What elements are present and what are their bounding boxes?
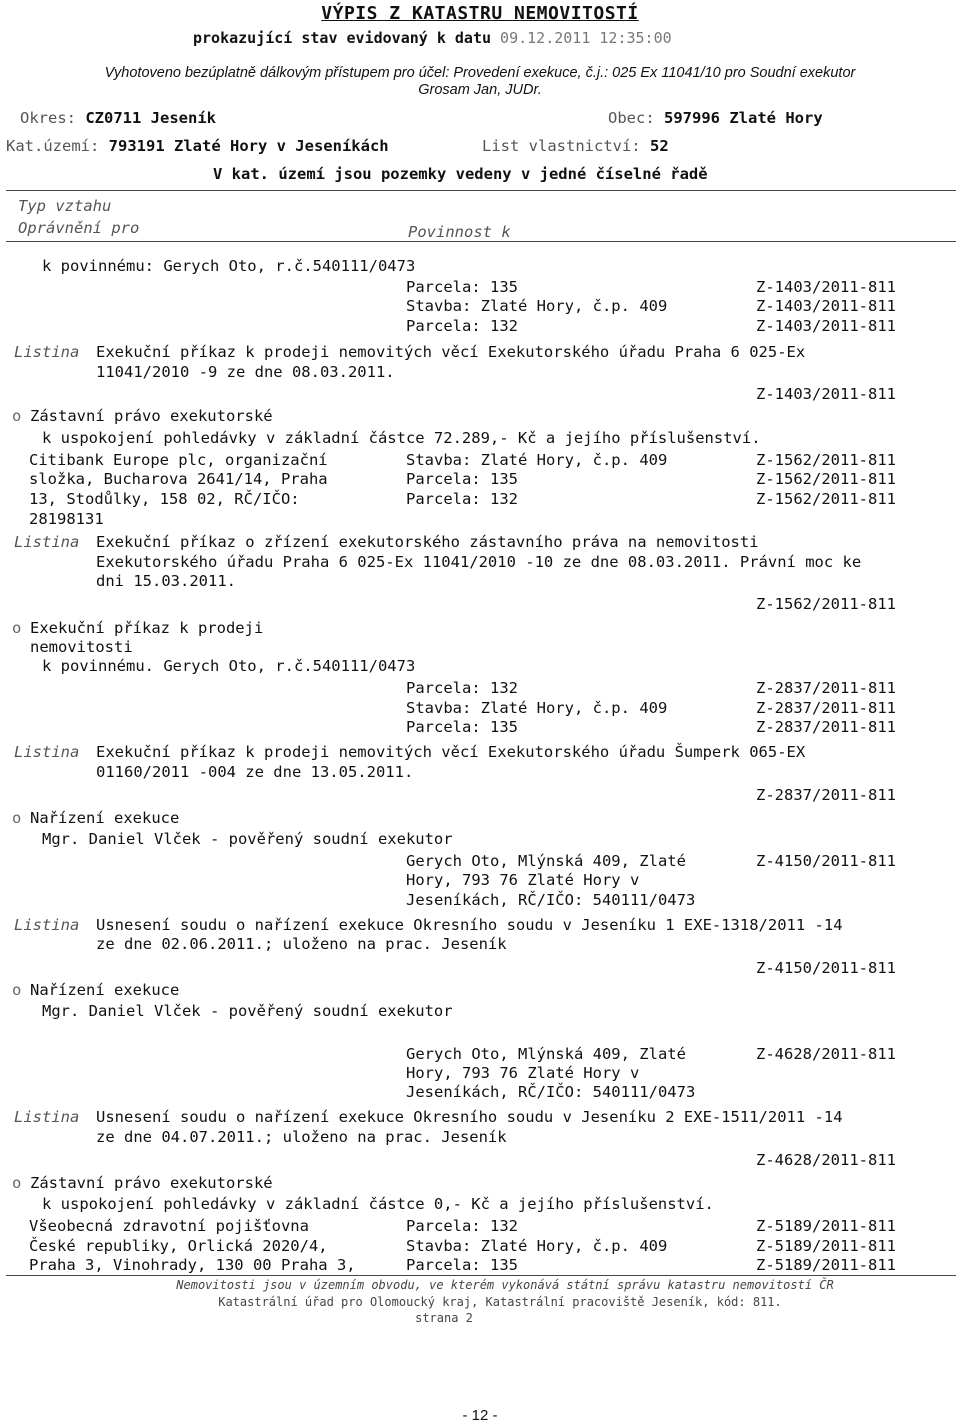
s6-parcel-1-z: Z-5189/2011-811: [756, 1217, 896, 1235]
s3-parcel-2-z: Z-2837/2011-811: [756, 718, 896, 736]
s3-z: Z-2837/2011-811: [756, 786, 896, 804]
s2-bullet: o: [12, 407, 22, 425]
document-title: VÝPIS Z KATASTRU NEMOVITOSTÍ: [321, 3, 639, 24]
s3-povinny: k povinnému. Gerych Oto, r.č.540111/0473: [42, 657, 416, 675]
s2-owner-line-2: složka, Bucharova 2641/14, Praha: [29, 470, 328, 488]
s2-listina-line-3: dni 15.03.2011.: [96, 572, 236, 590]
s1-parcel-2: Parcela: 132: [406, 317, 518, 335]
s4-listina-label: Listina: [14, 916, 80, 934]
header-divider: [6, 190, 956, 191]
s6-building: Stavba: Zlaté Hory, č.p. 409: [406, 1237, 668, 1255]
s5-z: Z-4628/2011-811: [756, 1151, 896, 1169]
s1-parcel-1: Parcela: 135: [406, 278, 518, 296]
s4-debtor-line-2: Hory, 793 76 Zlaté Hory v: [406, 871, 640, 889]
s3-building-z: Z-2837/2011-811: [756, 699, 896, 717]
s3-building: Stavba: Zlaté Hory, č.p. 409: [406, 699, 668, 717]
s3-title-2: nemovitosti: [30, 638, 133, 656]
s4-executor: Mgr. Daniel Vlček - pověřený soudní exekutor: [42, 830, 453, 848]
s5-listina-line-1: Usnesení soudu o nařízení exekuce Okresního soudu v Jeseníku 2 EXE-1511/2011 -14: [96, 1108, 843, 1126]
s6-parcel-2-z: Z-5189/2011-811: [756, 1256, 896, 1274]
s2-owner-line-3: 13, Stodůlky, 158 02, RČ/IČO:: [29, 490, 300, 508]
s5-listina-label: Listina: [14, 1108, 80, 1126]
s6-building-z: Z-5189/2011-811: [756, 1237, 896, 1255]
s3-parcel-1-z: Z-2837/2011-811: [756, 679, 896, 697]
s5-listina-line-2: ze dne 04.07.2011.; uloženo na prac. Jeseník: [96, 1128, 507, 1146]
timestamp: 09.12.2011 12:35:00: [500, 29, 672, 47]
s6-parcel-1: Parcela: 132: [406, 1217, 518, 1235]
s2-listina-line-2: Exekutorského úřadu Praha 6 025-Ex 11041/2010 -10 ze dne 08.03.2011. Právní moc ke: [96, 553, 862, 571]
s1-listina-line-1: Exekuční příkaz k prodeji nemovitých věcí Exekutorského úřadu Praha 6 025-Ex: [96, 343, 806, 361]
s1-parcel-2-z: Z-1403/2011-811: [756, 317, 896, 335]
s3-parcel-2: Parcela: 135: [406, 718, 518, 736]
s1-listina-line-2: 11041/2010 -9 ze dne 08.03.2011.: [96, 363, 395, 381]
s4-z: Z-4150/2011-811: [756, 959, 896, 977]
cadastre-note: V kat. území jsou pozemky vedeny v jedné číselné řadě: [213, 165, 708, 183]
s2-description: k uspokojení pohledávky v základní částce 72.289,- Kč a jejího příslušenství.: [42, 429, 761, 447]
s2-title: Zástavní právo exekutorské: [30, 407, 273, 425]
s2-parcel-1: Parcela: 135: [406, 470, 518, 488]
s4-title: Nařízení exekuce: [30, 809, 180, 827]
s2-parcel-2: Parcela: 132: [406, 490, 518, 508]
s1-building-z: Z-1403/2011-811: [756, 297, 896, 315]
s6-owner-line-2: České republiky, Orlická 2020/4,: [29, 1237, 328, 1255]
subtitle: prokazující stav evidovaný k datu 09.12.2011 12:35:00: [193, 29, 672, 47]
s3-title-1: Exekuční příkaz k prodeji: [30, 619, 264, 637]
s4-listina-line-1: Usnesení soudu o nařízení exekuce Okresního soudu v Jeseníku 1 EXE-1318/2011 -14: [96, 916, 843, 934]
s2-listina-label: Listina: [14, 533, 80, 551]
footer-page: strana 2: [415, 1311, 473, 1325]
column-povinnost-k: Povinnost k: [408, 223, 511, 241]
s5-executor: Mgr. Daniel Vlček - pověřený soudní exekutor: [42, 1002, 453, 1020]
column-typ-vztahu: Typ vztahu: [18, 197, 112, 215]
s4-debtor-line-1: Gerych Oto, Mlýnská 409, Zlaté: [406, 852, 686, 870]
s4-listina-line-2: ze dne 02.06.2011.; uloženo na prac. Jeseník: [96, 935, 507, 953]
s2-parcel-2-z: Z-1562/2011-811: [756, 490, 896, 508]
s6-bullet: o: [12, 1174, 22, 1192]
s5-title: Nařízení exekuce: [30, 981, 180, 999]
s3-bullet: o: [12, 619, 22, 637]
s5-bullet: o: [12, 981, 22, 999]
s3-parcel-1: Parcela: 132: [406, 679, 518, 697]
column-opravneni-pro: Oprávnění pro: [18, 219, 140, 237]
footer-divider: [6, 1275, 956, 1276]
s1-building: Stavba: Zlaté Hory, č.p. 409: [406, 297, 668, 315]
s3-listina-label: Listina: [14, 743, 80, 761]
s4-bullet: o: [12, 809, 22, 827]
s2-owner-line-1: Citibank Europe plc, organizační: [29, 451, 328, 469]
s4-debtor-line-3: Jeseníkách, RČ/IČO: 540111/0473: [406, 891, 696, 909]
s6-description: k uspokojení pohledávky v základní částce 0,- Kč a jejího příslušenství.: [42, 1195, 714, 1213]
katastralni-uzemi: Kat.území: 793191 Zlaté Hory v Jeseníkách: [6, 137, 389, 155]
s3-listina-line-1: Exekuční příkaz k prodeji nemovitých věcí Exekutorského úřadu Šumperk 065-EX: [96, 743, 806, 761]
s2-z: Z-1562/2011-811: [756, 595, 896, 613]
s6-owner-line-3: Praha 3, Vinohrady, 130 00 Praha 3,: [29, 1256, 356, 1274]
s1-z: Z-1403/2011-811: [756, 385, 896, 403]
page-number: - 12 -: [462, 1407, 498, 1424]
s3-listina-line-2: 01160/2011 -004 ze dne 13.05.2011.: [96, 763, 414, 781]
s6-owner-line-1: Všeobecná zdravotní pojišťovna: [29, 1217, 309, 1235]
s1-listina-label: Listina: [14, 343, 80, 361]
footer-line-1: Nemovitosti jsou v územním obvodu, ve kterém vykonává státní správu katastru nemovitostí ČR: [176, 1278, 834, 1292]
s2-building-z: Z-1562/2011-811: [756, 451, 896, 469]
footer-line-2: Katastrální úřad pro Olomoucký kraj, Katastrální pracoviště Jeseník, kód: 811.: [218, 1295, 782, 1309]
s1-povinny: k povinnému: Gerych Oto, r.č.540111/0473: [42, 257, 416, 275]
columns-divider: [6, 241, 956, 242]
okres: Okres: CZ0711 Jeseník: [20, 109, 216, 127]
s6-title: Zástavní právo exekutorské: [30, 1174, 273, 1192]
s5-debtor-line-1: Gerych Oto, Mlýnská 409, Zlaté: [406, 1045, 686, 1063]
list-vlastnictvi: List vlastnictví: 52: [482, 137, 669, 155]
s6-parcel-2: Parcela: 135: [406, 1256, 518, 1274]
purpose-line-1: Vyhotoveno bezúplatně dálkovým přístupem pro účel: Provedení exekuce, č.j.: 025 Ex 11041/10 pro Soudní exekutor: [104, 65, 856, 81]
s2-owner-line-4: 28198131: [29, 510, 104, 528]
s2-parcel-1-z: Z-1562/2011-811: [756, 470, 896, 488]
purpose-line-2: Grosam Jan, JUDr.: [418, 82, 542, 98]
s5-debtor-line-2: Hory, 793 76 Zlaté Hory v: [406, 1064, 640, 1082]
s1-parcel-1-z: Z-1403/2011-811: [756, 278, 896, 296]
s2-building: Stavba: Zlaté Hory, č.p. 409: [406, 451, 668, 469]
s2-listina-line-1: Exekuční příkaz o zřízení exekutorského zástavního práva na nemovitosti: [96, 533, 759, 551]
s5-debtor-z: Z-4628/2011-811: [756, 1045, 896, 1063]
obec: Obec: 597996 Zlaté Hory: [608, 109, 823, 127]
s4-debtor-z: Z-4150/2011-811: [756, 852, 896, 870]
s5-debtor-line-3: Jeseníkách, RČ/IČO: 540111/0473: [406, 1083, 696, 1101]
